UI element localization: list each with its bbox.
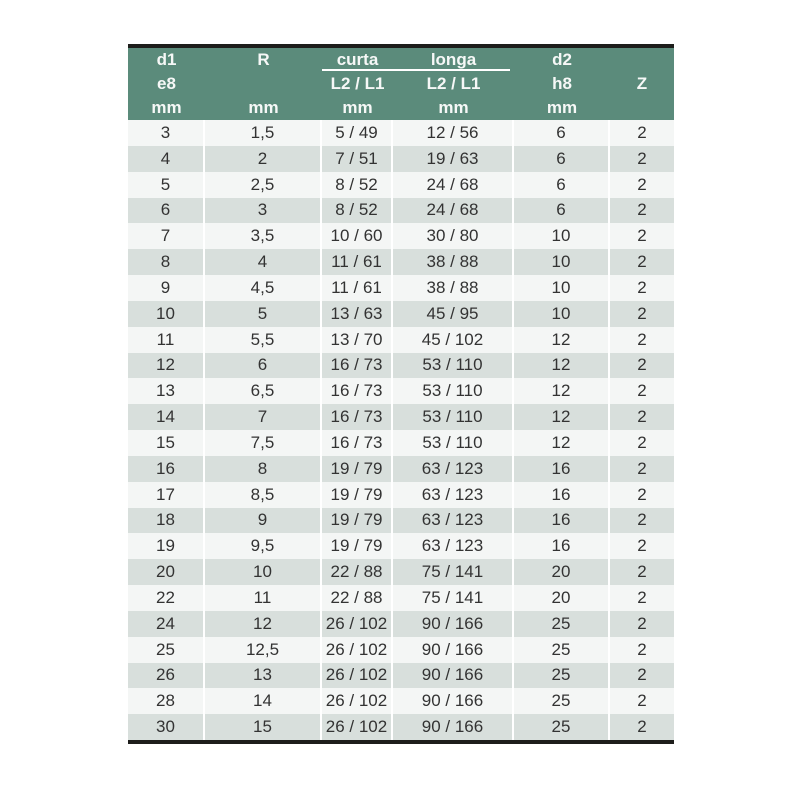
cell: 2 <box>205 146 322 172</box>
cell: 13 / 70 <box>322 327 393 353</box>
cell: 63 / 123 <box>393 508 514 534</box>
cell: 7 / 51 <box>322 146 393 172</box>
header-line: mm <box>151 98 182 117</box>
header-line: curta <box>336 50 379 69</box>
cell: 12 <box>205 611 322 637</box>
cell: 2 <box>637 458 647 478</box>
cell: 8 / 52 <box>322 172 393 198</box>
cell: 11 / 61 <box>322 249 393 275</box>
cell: 2 <box>637 484 647 504</box>
table-row <box>128 585 674 611</box>
cell: 6 <box>514 146 610 172</box>
table-row <box>128 482 674 508</box>
cell: 25 <box>128 637 205 663</box>
table-row <box>128 172 674 198</box>
cell: 22 / 88 <box>322 585 393 611</box>
header-cell-longa <box>393 48 514 120</box>
cell: 63 / 123 <box>393 456 514 482</box>
table-row <box>128 198 674 224</box>
cell: 6 <box>514 198 610 224</box>
cell: 24 / 68 <box>393 172 514 198</box>
cell: 12 / 56 <box>393 120 514 146</box>
cell: 19 / 79 <box>322 508 393 534</box>
cell: 11 <box>205 585 322 611</box>
cell: 8 <box>128 249 205 275</box>
table-row <box>128 404 674 430</box>
table-row <box>128 223 674 249</box>
cell: 13 <box>205 663 322 689</box>
cell: 16 <box>128 456 205 482</box>
cell: 2 <box>637 536 647 556</box>
cell: 14 <box>128 404 205 430</box>
header-line: L2 / L1 <box>426 74 481 93</box>
cell: 25 <box>514 611 610 637</box>
cell: 2 <box>637 407 647 427</box>
cell: 26 / 102 <box>322 663 393 689</box>
cell: 30 / 80 <box>393 223 514 249</box>
curta-longa-group-underline <box>322 69 510 71</box>
table-row <box>128 378 674 404</box>
cell: 19 <box>128 533 205 559</box>
cell: 25 <box>514 663 610 689</box>
cell: 10 <box>514 249 610 275</box>
cell: 20 <box>514 559 610 585</box>
cell: 10 <box>205 559 322 585</box>
cell: 13 <box>128 378 205 404</box>
cell: 2 <box>637 329 647 349</box>
cell: 2 <box>637 148 647 168</box>
header-line: longa <box>430 50 477 69</box>
cell: 8,5 <box>205 482 322 508</box>
cell: 10 <box>128 301 205 327</box>
cell: 1,5 <box>205 120 322 146</box>
table-row <box>128 559 674 585</box>
header-line: Z <box>636 74 648 93</box>
header-line: e8 <box>157 74 176 93</box>
cell: 22 / 88 <box>322 559 393 585</box>
table-row <box>128 275 674 301</box>
table-row <box>128 508 674 534</box>
cell: 8 / 52 <box>322 198 393 224</box>
cell: 2 <box>637 122 647 142</box>
table-row <box>128 456 674 482</box>
cell: 18 <box>128 508 205 534</box>
header-cell-d2 <box>514 48 610 120</box>
cell: 25 <box>514 714 610 740</box>
cell: 2 <box>637 303 647 323</box>
header-line: mm <box>546 98 578 117</box>
cell: 6 <box>514 172 610 198</box>
cell: 7 <box>128 223 205 249</box>
cell: 6,5 <box>205 378 322 404</box>
table-header <box>128 48 674 120</box>
header-line: h8 <box>552 74 572 93</box>
cell: 53 / 110 <box>393 404 514 430</box>
cell: 26 / 102 <box>322 688 393 714</box>
cell: 5 / 49 <box>322 120 393 146</box>
cell: 20 <box>514 585 610 611</box>
table-row <box>128 327 674 353</box>
cell: 16 / 73 <box>322 430 393 456</box>
cell: 2 <box>637 613 647 633</box>
cell: 25 <box>514 637 610 663</box>
cell: 16 <box>514 482 610 508</box>
cell: 75 / 141 <box>393 585 514 611</box>
cell: 9 <box>205 508 322 534</box>
header-line: mm <box>248 98 279 117</box>
header-line: L2 / L1 <box>330 74 385 93</box>
table-row <box>128 533 674 559</box>
cell: 16 / 73 <box>322 353 393 379</box>
cell: 16 / 73 <box>322 404 393 430</box>
cell: 26 / 102 <box>322 637 393 663</box>
cell: 2 <box>637 226 647 246</box>
cell: 90 / 166 <box>393 611 514 637</box>
cell: 75 / 141 <box>393 559 514 585</box>
cell: 2 <box>637 252 647 272</box>
cell: 45 / 102 <box>393 327 514 353</box>
cell: 5 <box>205 301 322 327</box>
cell: 53 / 110 <box>393 353 514 379</box>
cell: 15 <box>128 430 205 456</box>
cell: 2 <box>637 381 647 401</box>
cell: 38 / 88 <box>393 275 514 301</box>
cell: 38 / 88 <box>393 249 514 275</box>
cell: 7,5 <box>205 430 322 456</box>
table-body <box>128 120 674 740</box>
cell: 2 <box>637 277 647 297</box>
cell: 24 <box>128 611 205 637</box>
header-cell-curta <box>322 48 393 120</box>
cell: 30 <box>128 714 205 740</box>
cell: 2,5 <box>205 172 322 198</box>
cell: 6 <box>514 120 610 146</box>
header-line: R <box>257 50 270 69</box>
cell: 2 <box>637 174 647 194</box>
cell: 16 / 73 <box>322 378 393 404</box>
table-row <box>128 611 674 637</box>
cell: 90 / 166 <box>393 663 514 689</box>
cell: 19 / 63 <box>393 146 514 172</box>
cell: 25 <box>514 688 610 714</box>
cell: 26 <box>128 663 205 689</box>
header-cell-d1 <box>128 48 205 120</box>
cell: 16 <box>514 533 610 559</box>
cell: 6 <box>128 198 205 224</box>
cell: 8 <box>205 456 322 482</box>
cell: 13 / 63 <box>322 301 393 327</box>
cell: 3,5 <box>205 223 322 249</box>
cell: 12 <box>514 327 610 353</box>
cell: 7 <box>205 404 322 430</box>
cell: 28 <box>128 688 205 714</box>
table-row <box>128 637 674 663</box>
cell: 6 <box>205 353 322 379</box>
cell: 63 / 123 <box>393 482 514 508</box>
header-line: d1 <box>156 50 177 69</box>
cell: 10 <box>514 223 610 249</box>
cell: 19 / 79 <box>322 482 393 508</box>
table-row <box>128 146 674 172</box>
cell: 26 / 102 <box>322 714 393 740</box>
cell: 2 <box>637 200 647 220</box>
cell: 16 <box>514 456 610 482</box>
cell: 11 / 61 <box>322 275 393 301</box>
cell: 63 / 123 <box>393 533 514 559</box>
cell: 5 <box>128 172 205 198</box>
cell: 2 <box>637 562 647 582</box>
cell: 5,5 <box>205 327 322 353</box>
cell: 9 <box>128 275 205 301</box>
cell: 2 <box>637 691 647 711</box>
cell: 4,5 <box>205 275 322 301</box>
cell: 19 / 79 <box>322 456 393 482</box>
header-line: mm <box>438 98 469 117</box>
cell: 2 <box>637 355 647 375</box>
table-row <box>128 301 674 327</box>
cell: 12 <box>514 353 610 379</box>
spec-dimensions-table <box>128 44 674 744</box>
table-row <box>128 714 674 740</box>
cell: 16 <box>514 508 610 534</box>
cell: 12 <box>514 404 610 430</box>
cell: 17 <box>128 482 205 508</box>
cell: 10 <box>514 275 610 301</box>
header-cell-Z <box>610 48 674 120</box>
cell: 2 <box>637 717 647 737</box>
cell: 12 <box>514 430 610 456</box>
header-cell-R <box>205 48 322 120</box>
cell: 19 / 79 <box>322 533 393 559</box>
table-row <box>128 430 674 456</box>
cell: 15 <box>205 714 322 740</box>
cell: 26 / 102 <box>322 611 393 637</box>
table-row <box>128 353 674 379</box>
cell: 12 <box>128 353 205 379</box>
table-row <box>128 249 674 275</box>
cell: 90 / 166 <box>393 637 514 663</box>
cell: 20 <box>128 559 205 585</box>
header-line: mm <box>342 98 373 117</box>
cell: 2 <box>637 587 647 607</box>
cell: 53 / 110 <box>393 430 514 456</box>
cell: 10 / 60 <box>322 223 393 249</box>
cell: 10 <box>514 301 610 327</box>
table-row <box>128 663 674 689</box>
cell: 2 <box>637 639 647 659</box>
cell: 14 <box>205 688 322 714</box>
cell: 22 <box>128 585 205 611</box>
cell: 3 <box>128 120 205 146</box>
cell: 24 / 68 <box>393 198 514 224</box>
cell: 90 / 166 <box>393 688 514 714</box>
cell: 53 / 110 <box>393 378 514 404</box>
header-line: d2 <box>552 50 572 69</box>
cell: 45 / 95 <box>393 301 514 327</box>
cell: 3 <box>205 198 322 224</box>
cell: 11 <box>128 327 205 353</box>
cell: 2 <box>637 665 647 685</box>
cell: 90 / 166 <box>393 714 514 740</box>
cell: 9,5 <box>205 533 322 559</box>
table-bottom-border <box>128 740 674 744</box>
cell: 4 <box>205 249 322 275</box>
cell: 2 <box>637 432 647 452</box>
table-row <box>128 120 674 146</box>
cell: 4 <box>128 146 205 172</box>
cell: 2 <box>637 510 647 530</box>
cell: 12 <box>514 378 610 404</box>
cell: 12,5 <box>205 637 322 663</box>
table-row <box>128 688 674 714</box>
